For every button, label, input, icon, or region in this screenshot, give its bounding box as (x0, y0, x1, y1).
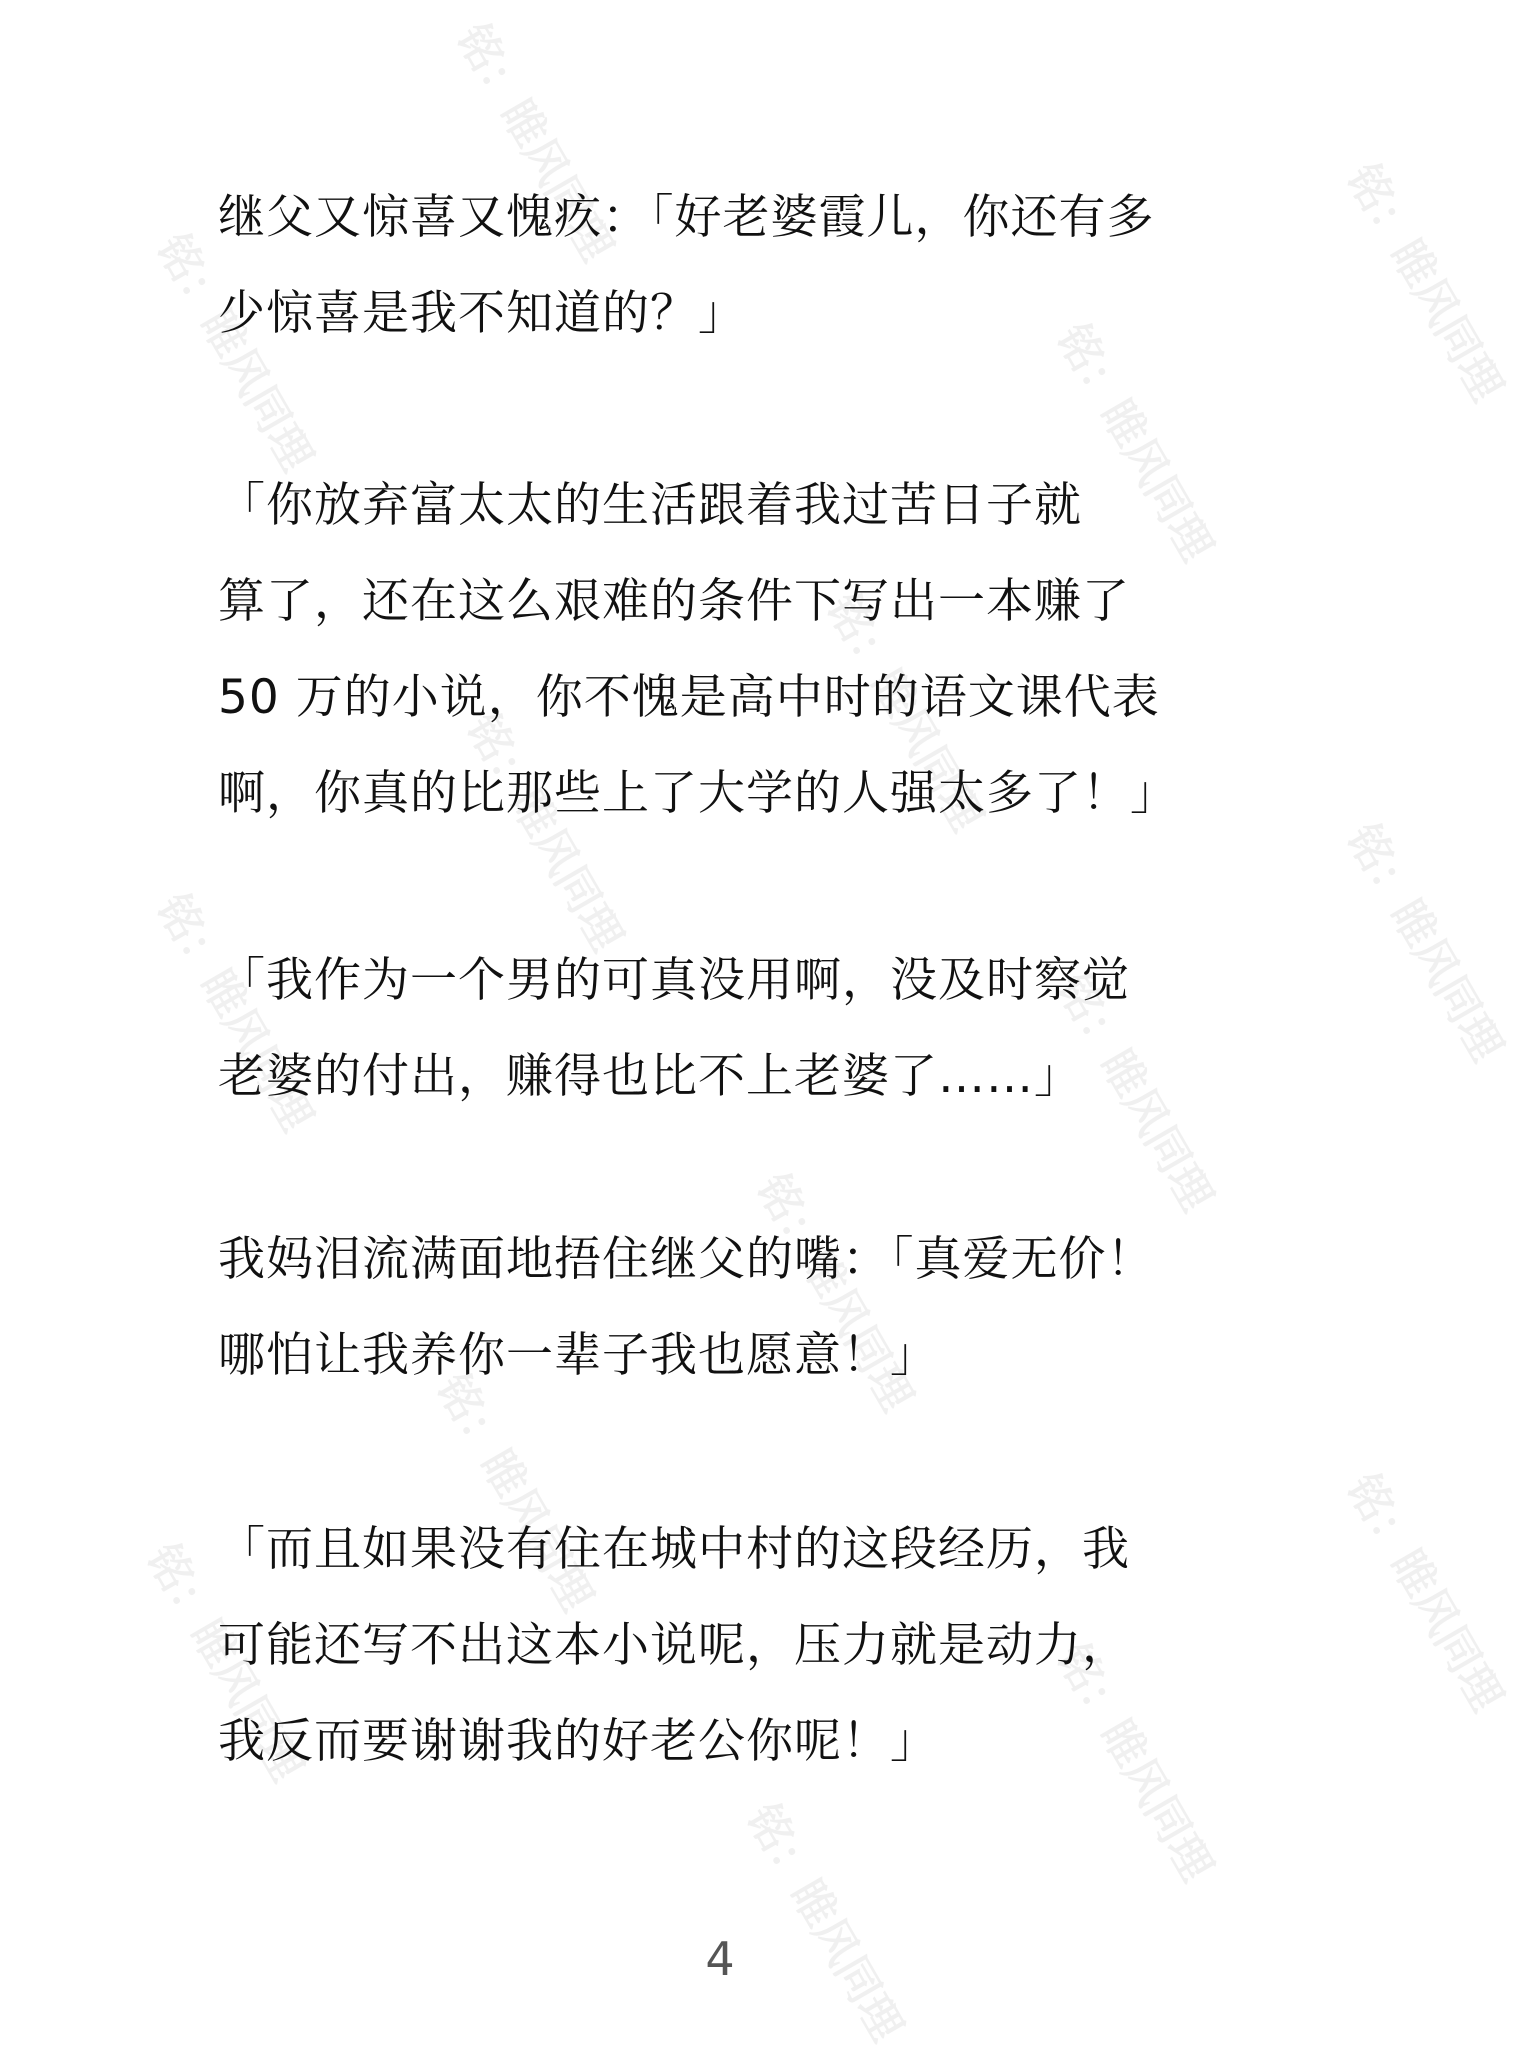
paragraph: 「你放弃富太太的生活跟着我过苦日子就 算了，还在这么艰难的条件下写出一本赚了 50 万的小说，你不愧是高中时的语文课代表 啊，你真的比那些上了大学的人强太多了！」 (218, 478, 1178, 821)
watermark: 铭：睢风同理 (746, 1165, 923, 1420)
paragraph: 我妈泪流满面地捂住继父的嘴：「真爱无价！ 哪怕让我养你一辈子我也愿意！」 (218, 1232, 1155, 1383)
watermark: 铭：睢风同理 (136, 1535, 313, 1790)
watermark: 铭：睢风同理 (146, 225, 323, 480)
watermark: 铭：睢风同理 (1046, 1635, 1223, 1890)
watermark: 铭：睢风同理 (446, 15, 623, 270)
paragraph: 继父又惊喜又愧疚：「好老婆霞儿，你还有多 少惊喜是我不知道的？」 (218, 190, 1155, 341)
watermark: 铭：睢风同理 (1336, 155, 1513, 410)
watermark: 铭：睢风同理 (146, 885, 323, 1140)
watermark: 铭：睢风同理 (1336, 815, 1513, 1070)
watermark: 铭：睢风同理 (1046, 965, 1223, 1220)
page-number: 4 (705, 1932, 735, 1986)
paragraph: 「而且如果没有住在城中村的这段经历，我 可能还写不出这本小说呢，压力就是动力， 我反而要谢谢我的好老公你呢！」 (218, 1522, 1130, 1769)
watermark: 铭：睢风同理 (736, 1795, 913, 2050)
watermark: 铭：睢风同理 (816, 585, 993, 840)
watermark: 铭：睢风同理 (426, 1365, 603, 1620)
watermark: 铭：睢风同理 (456, 705, 633, 960)
paragraph: 「我作为一个男的可真没用啊，没及时察觉 老婆的付出，赚得也比不上老婆了……」 (218, 953, 1130, 1104)
watermark: 铭：睢风同理 (1336, 1465, 1513, 1720)
watermark: 铭：睢风同理 (1046, 315, 1223, 570)
